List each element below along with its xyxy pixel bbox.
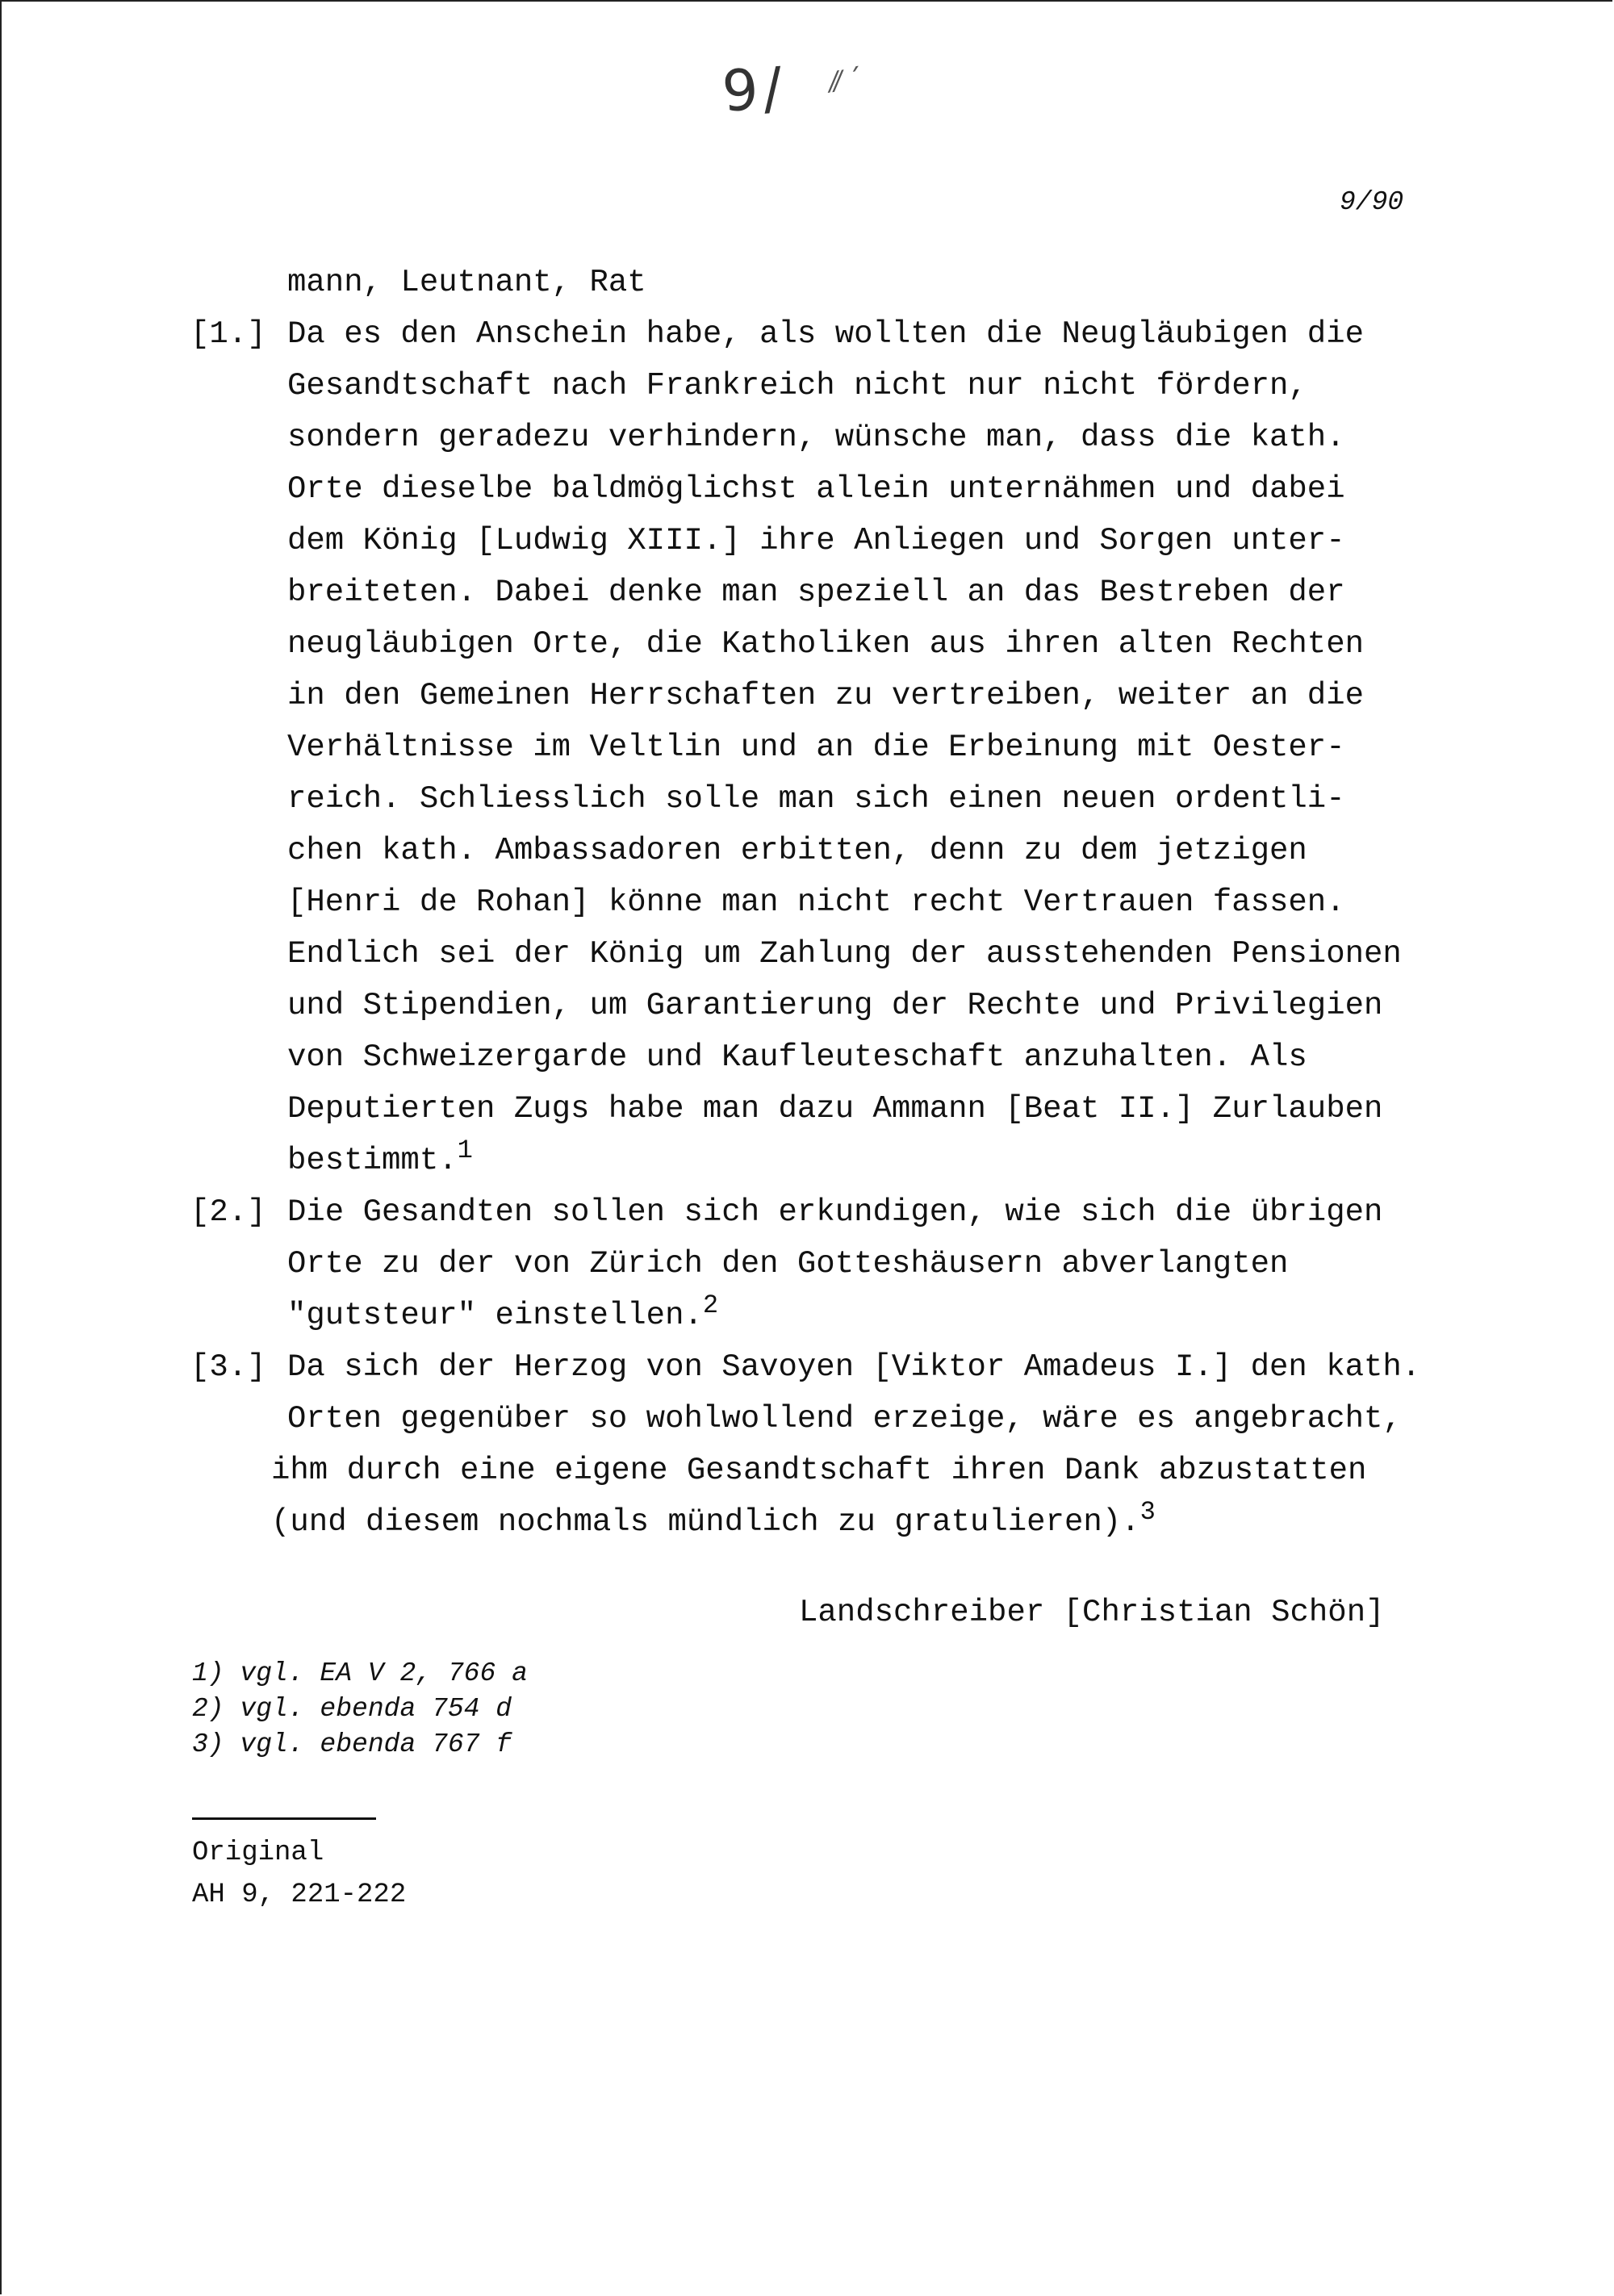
item-3-line-last [271, 1496, 1156, 1549]
handwritten-note-small: ⁄⁄ ´ [829, 62, 865, 99]
item-1-line: sondern geradezu verhindern, wünsche man, dass die kath. [287, 420, 1345, 455]
item-1-line-last [287, 1135, 473, 1188]
item-1-line: [Henri de Rohan] könne man nicht recht Vertrauen fassen. [287, 885, 1345, 920]
signature: Landschreiber [Christian Schön] [799, 1595, 1385, 1630]
footnote-ref-1: 1 [457, 1135, 473, 1165]
item-1-line: Gesandtschaft nach Frankreich nicht nur nicht fördern, [287, 368, 1307, 404]
footnote: 3) vgl. ebenda 767 f [192, 1729, 512, 1759]
handwritten-note: 9/ [720, 54, 789, 125]
item-1-line: Orte dieselbe baldmöglichst allein unternähmen und dabei [287, 471, 1345, 507]
item-3-marker: [3.] [190, 1349, 266, 1385]
item-2-line: Orte zu der von Zürich den Gotteshäusern abverlangten [287, 1246, 1289, 1282]
divider-rule [192, 1817, 376, 1820]
source-block [192, 1832, 406, 1916]
item-1-line: dem König [Ludwig XIII.] ihre Anliegen und Sorgen unter- [287, 523, 1345, 558]
item-1-line: reich. Schliesslich solle man sich einen neuen ordentli- [287, 781, 1345, 817]
footnote-ref-3: 3 [1139, 1497, 1156, 1527]
item-3-line: ihm durch eine eigene Gesandtschaft ihren Dank abzustatten [271, 1453, 1367, 1488]
source-reference: AH 9, 221-222 [192, 1880, 407, 1910]
item-1-line: chen kath. Ambassadoren erbitten, denn zu dem jetzigen [287, 833, 1307, 868]
item-3-last-text: (und diesem nochmals mündlich zu gratulieren). [271, 1504, 1140, 1540]
intro-line: mann, Leutnant, Rat [287, 265, 646, 300]
item-2-marker: [2.] [190, 1194, 266, 1230]
source-type: Original [192, 1838, 324, 1868]
item-3-line: Da sich der Herzog von Savoyen [Viktor Amadeus I.] den kath. [287, 1349, 1421, 1385]
item-3-line: Orten gegenüber so wohlwollend erzeige, wäre es angebracht, [287, 1401, 1402, 1437]
item-1-line: breiteten. Dabei denke man speziell an das Bestreben der [287, 575, 1345, 610]
item-1-line: neugläubigen Orte, die Katholiken aus ihren alten Rechten [287, 626, 1365, 662]
item-1-line: in den Gemeinen Herrschaften zu vertreiben, weiter an die [287, 678, 1365, 713]
item-2-last-text: "gutsteur" einstellen. [287, 1298, 703, 1333]
item-2-line: Die Gesandten sollen sich erkundigen, wie sich die übrigen [287, 1194, 1383, 1230]
item-1-line: und Stipendien, um Garantierung der Rechte und Privilegien [287, 988, 1383, 1023]
item-2-line-last [287, 1290, 718, 1343]
footnotes [192, 1656, 528, 1763]
footnote: 2) vgl. ebenda 754 d [192, 1694, 512, 1724]
item-1-line: Deputierten Zugs habe man dazu Ammann [Beat II.] Zurlauben [287, 1091, 1383, 1127]
item-1-line: Verhältnisse im Veltlin und an die Erbeinung mit Oester- [287, 730, 1345, 765]
item-1-marker: [1.] [190, 316, 266, 352]
footnote-ref-2: 2 [702, 1290, 719, 1320]
page-number: 9/90 [1340, 187, 1404, 217]
item-1-line: Da es den Anschein habe, als wollten die Neugläubigen die [287, 316, 1365, 352]
item-1-last-text: bestimmt. [287, 1143, 458, 1178]
item-1-line: Endlich sei der König um Zahlung der ausstehenden Pensionen [287, 936, 1402, 972]
footnote: 1) vgl. EA V 2, 766 a [192, 1658, 528, 1688]
item-1-line: von Schweizergarde und Kaufleuteschaft anzuhalten. Als [287, 1039, 1307, 1075]
